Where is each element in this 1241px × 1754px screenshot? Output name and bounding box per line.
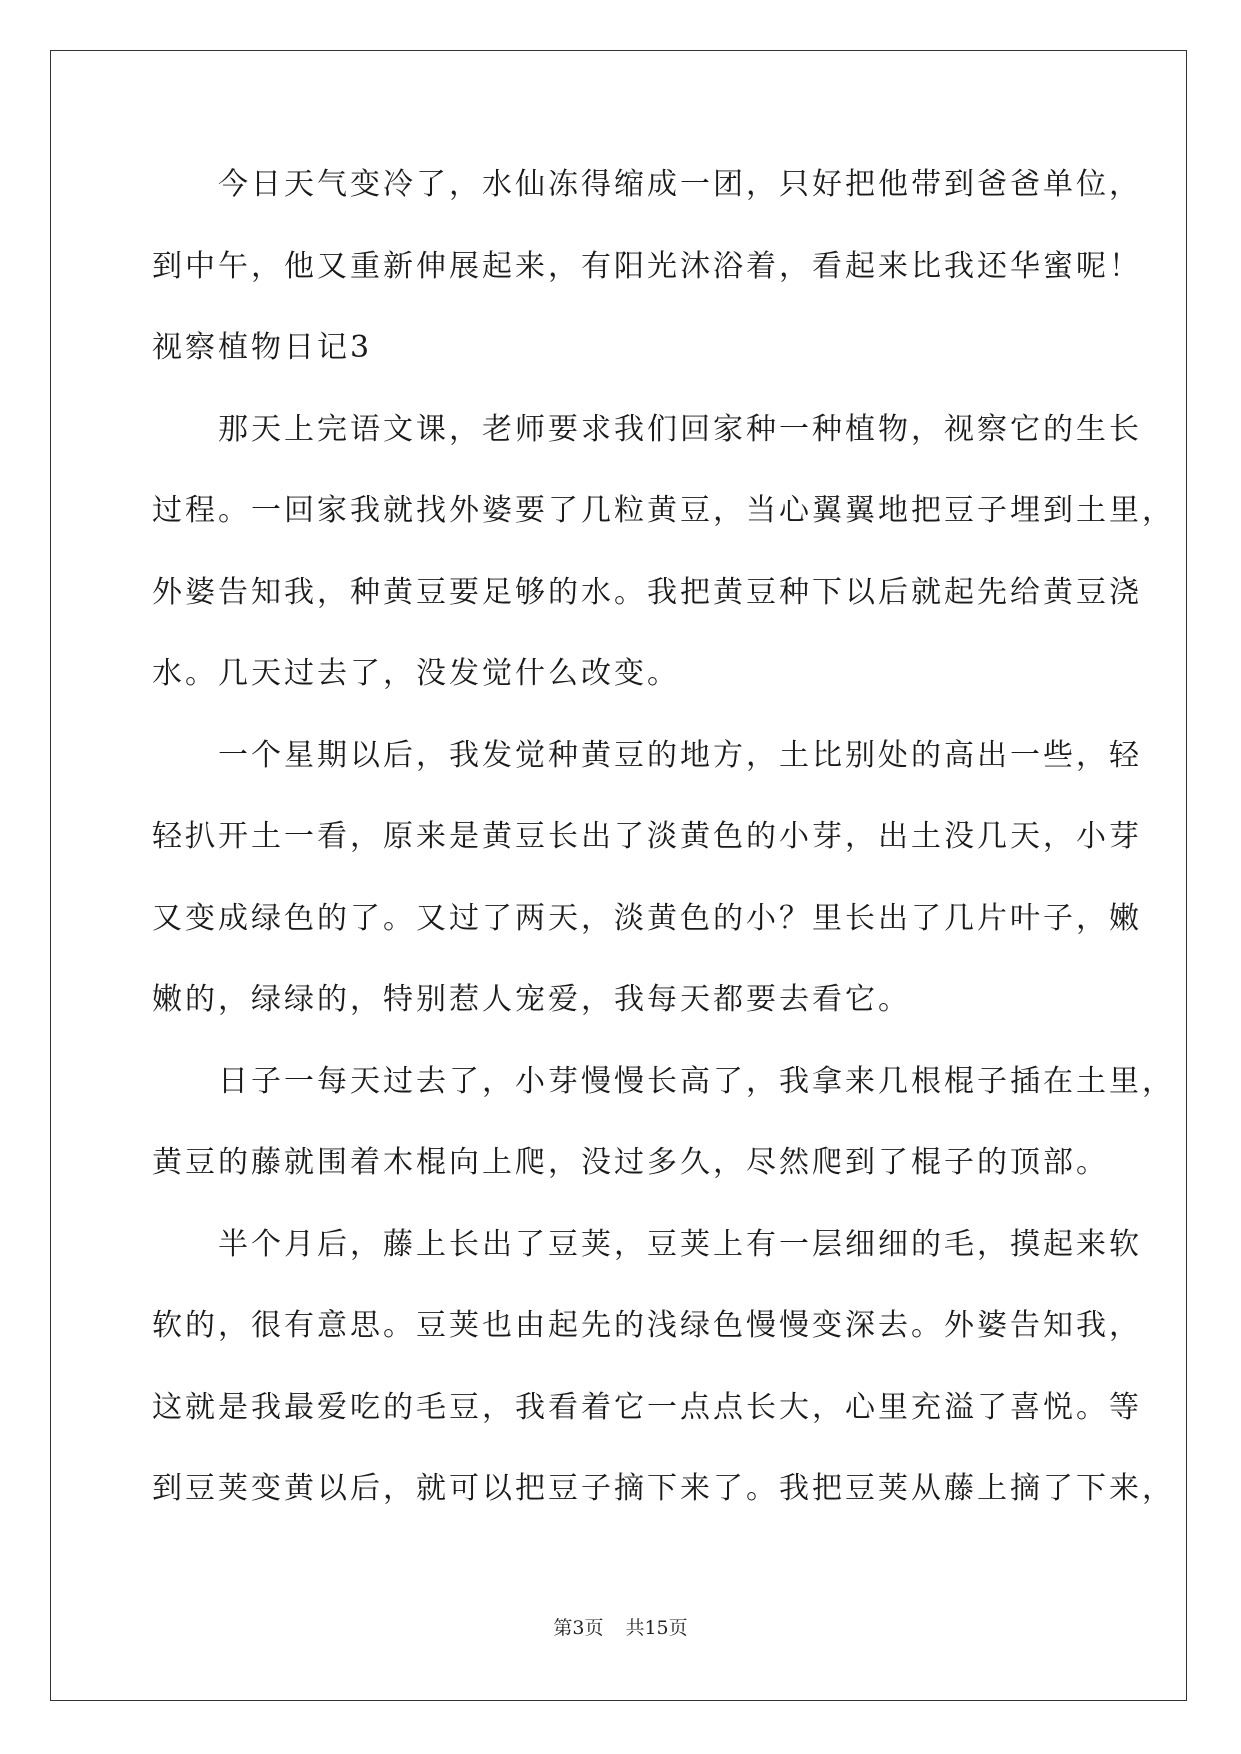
text-line: 日子一每天过去了，小芽慢慢长高了，我拿来几根棍子插在土里， [152,1063,1175,1099]
page-total: 共15页 [625,1617,688,1639]
document-body [152,165,1175,1551]
text-line: 这就是我最爱吃的毛豆，我看着它一点点长大，心里充溢了喜悦。等 [152,1389,1142,1425]
text-line: 软的，很有意思。豆荚也由起先的浅绿色慢慢变深去。外婆告知我， [152,1308,1142,1343]
text-line: 那天上完语文课，老师要求我们回家种一种植物，视察它的生长 [152,411,1142,447]
page-number: 第3页 [553,1617,604,1639]
text-line: 嫩的，绿绿的，特别惹人宠爱，我每天都要去看它。 [152,982,911,1017]
section-heading: 视察植物日记3 [152,330,373,365]
text-line: 到中午，他又重新伸展起来，有阳光沐浴着，看起来比我还华蜜呢！ [152,248,1142,284]
text-line: 半个月后，藤上长出了豆荚，豆荚上有一层细细的毛，摸起来软 [152,1226,1142,1262]
text-line: 黄豆的藤就围着木棍向上爬，没过多久，尽然爬到了棍子的顶部。 [152,1145,1109,1180]
text-line: 过程。一回家我就找外婆要了几粒黄豆，当心翼翼地把豆子埋到土里， [152,493,1175,528]
text-line: 今日天气变冷了，水仙冻得缩成一团，只好把他带到爸爸单位， [152,167,1142,202]
page-footer [0,1613,1241,1640]
text-line: 外婆告知我，种黄豆要足够的水。我把黄豆种下以后就起先给黄豆浇 [152,574,1142,610]
text-line: 又变成绿色的了。又过了两天，淡黄色的小？里长出了几片叶子，嫩 [152,900,1142,936]
text-line: 轻扒开土一看，原来是黄豆长出了淡黄色的小芽，出土没几天，小芽 [152,819,1142,854]
text-line: 水。几天过去了，没发觉什么改变。 [152,656,680,691]
text-line: 一个星期以后，我发觉种黄豆的地方，土比别处的高出一些，轻 [152,737,1142,773]
text-line: 到豆荚变黄以后，就可以把豆子摘下来了。我把豆荚从藤上摘了下来， [152,1471,1175,1506]
